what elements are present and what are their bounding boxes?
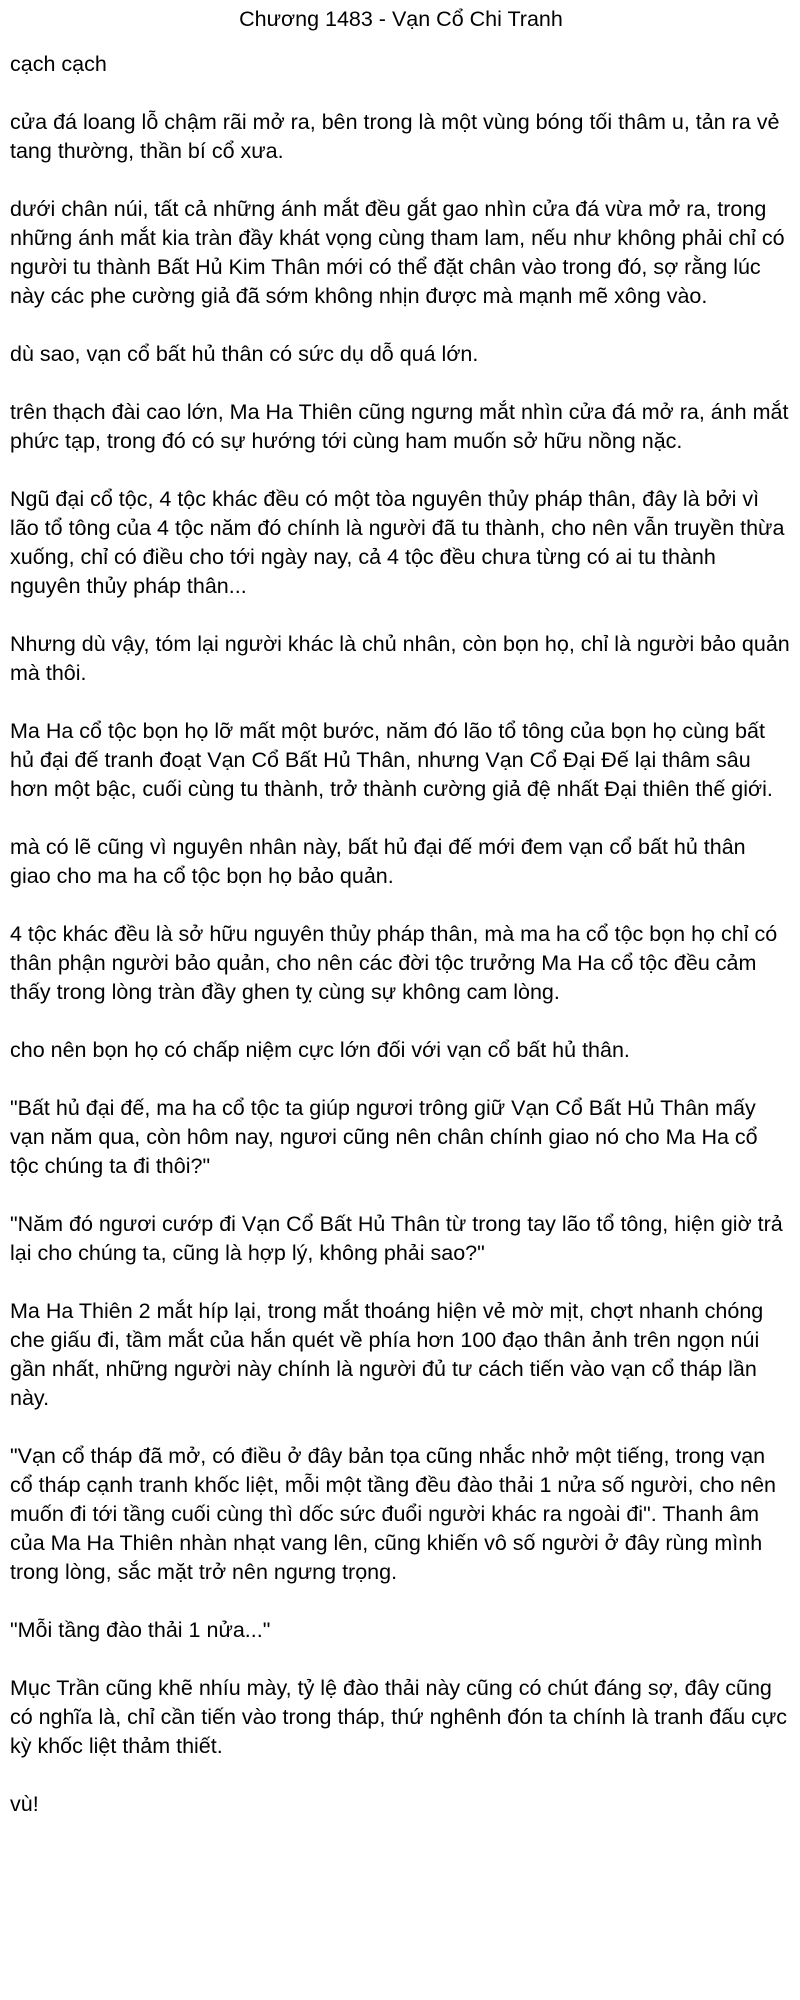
- paragraph: cửa đá loang lỗ chậm rãi mở ra, bên trong là một vùng bóng tối thâm u, tản ra vẻ tang thường, thần bí cổ xưa.: [10, 110, 780, 163]
- paragraph: 4 tộc khác đều là sở hữu nguyên thủy pháp thân, mà ma ha cổ tộc bọn họ chỉ có thân phận người bảo quản, cho nên các đời tộc trưởng Ma Ha cổ tộc đều cảm thấy trong lòng tràn đầy ghen tỵ cùng sự không cam lòng.: [10, 922, 778, 1004]
- paragraph: Nhưng dù vậy, tóm lại người khác là chủ nhân, còn bọn họ, chỉ là người bảo quản mà thôi.: [10, 632, 790, 685]
- paragraph: cạch cạch: [10, 52, 107, 76]
- paragraph: mà có lẽ cũng vì nguyên nhân này, bất hủ đại đế mới đem vạn cổ bất hủ thân giao cho ma ha cổ tộc bọn họ bảo quản.: [10, 835, 746, 888]
- paragraph: Ma Ha cổ tộc bọn họ lỡ mất một bước, năm đó lão tổ tông của bọn họ cùng bất hủ đại đế tranh đoạt Vạn Cổ Bất Hủ Thân, nhưng Vạn Cổ Đại Đế lại thâm sâu hơn một bậc, cuối cùng tu thành, trở thành cường giả đệ nhất Đại thiên thế giới.: [10, 719, 773, 801]
- paragraph: dù sao, vạn cổ bất hủ thân có sức dụ dỗ quá lớn.: [10, 342, 479, 366]
- paragraph: Mục Trần cũng khẽ nhíu mày, tỷ lệ đào thải này cũng có chút đáng sợ, đây cũng có nghĩa là, chỉ cần tiến vào trong tháp, thứ nghênh đón ta chính là tranh đấu cực kỳ khốc liệt thảm thiết.: [10, 1676, 788, 1758]
- paragraph: "Năm đó ngươi cướp đi Vạn Cổ Bất Hủ Thân từ trong tay lão tổ tông, hiện giờ trả lại cho chúng ta, cũng là hợp lý, không phải sao?": [10, 1212, 783, 1265]
- paragraph: trên thạch đài cao lớn, Ma Ha Thiên cũng ngưng mắt nhìn cửa đá mở ra, ánh mắt phức tạp, trong đó có sự hướng tới cùng ham muốn sở hữu nồng nặc.: [10, 400, 789, 453]
- paragraph: vù!: [10, 1792, 39, 1816]
- paragraph: Ma Ha Thiên 2 mắt híp lại, trong mắt thoáng hiện vẻ mờ mịt, chợt nhanh chóng che giấu đi, tầm mắt của hắn quét về phía hơn 100 đạo thân ảnh trên ngọn núi gần nhất, những người này chính là người đủ tư cách tiến vào vạn cổ tháp lần này.: [10, 1299, 764, 1410]
- paragraph: cho nên bọn họ có chấp niệm cực lớn đối với vạn cổ bất hủ thân.: [10, 1038, 630, 1062]
- paragraph: Ngũ đại cổ tộc, 4 tộc khác đều có một tòa nguyên thủy pháp thân, đây là bởi vì lão tổ tông của 4 tộc năm đó chính là người đã tu thành, cho nên vẫn truyền thừa xuống, chỉ có điều cho tới ngày nay, cả 4 tộc đều chưa từng có ai tu thành nguyên thủy pháp thân...: [10, 487, 785, 598]
- paragraph: "Mỗi tầng đào thải 1 nửa...": [10, 1618, 271, 1642]
- paragraph: dưới chân núi, tất cả những ánh mắt đều gắt gao nhìn cửa đá vừa mở ra, trong những ánh mắt kia tràn đầy khát vọng cùng tham lam, nếu như không phải chỉ có người tu thành Bất Hủ Kim Thân mới có thể đặt chân vào trong đó, sợ rằng lúc này các phe cường giả đã sớm không nhịn được mà mạnh mẽ xông vào.: [10, 197, 785, 308]
- chapter-body: [10, 50, 792, 1819]
- paragraph: "Bất hủ đại đế, ma ha cổ tộc ta giúp ngươi trông giữ Vạn Cổ Bất Hủ Thân mấy vạn năm qua, còn hôm nay, ngươi cũng nên chân chính giao nó cho Ma Ha cổ tộc chúng ta đi thôi?": [10, 1096, 758, 1178]
- chapter-title: Chương 1483 - Vạn Cổ Chi Tranh: [239, 7, 563, 31]
- paragraph: "Vạn cổ tháp đã mở, có điều ở đây bản tọa cũng nhắc nhở một tiếng, trong vạn cổ tháp cạnh tranh khốc liệt, mỗi một tầng đều đào thải 1 nửa số người, cho nên muốn đi tới tầng cuối cùng thì dốc sức đuổi người khác ra ngoài đi". Thanh âm của Ma Ha Thiên nhàn nhạt vang lên, cũng khiến vô số người ở đây rùng mình trong lòng, sắc mặt trở nên ngưng trọng.: [10, 1444, 777, 1584]
